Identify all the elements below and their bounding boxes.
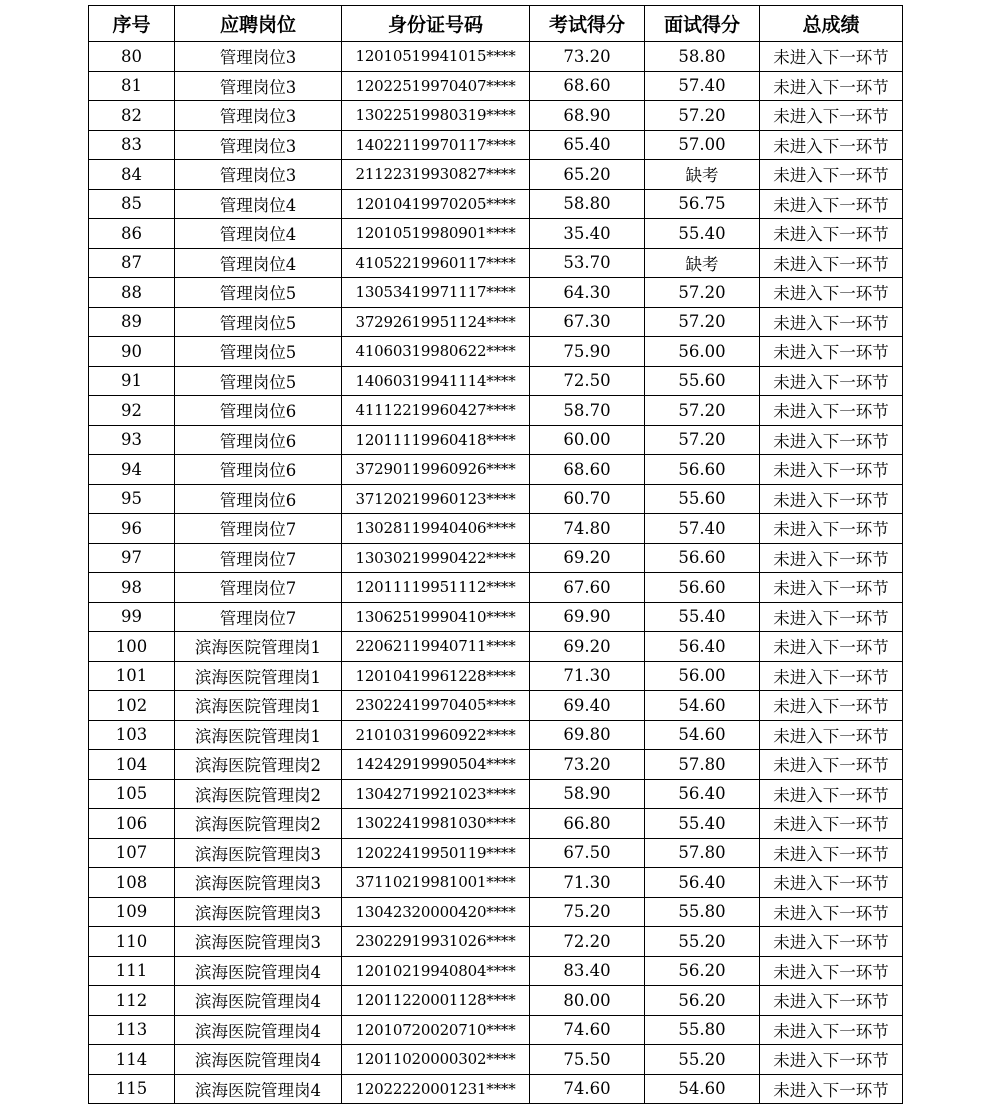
- interview-score-cell: 54.60: [645, 1074, 760, 1104]
- id-number-cell: 12011020000302****: [342, 1045, 530, 1075]
- id-number-cell: 12022419950119****: [342, 838, 530, 868]
- serial-cell: 82: [89, 101, 175, 131]
- id-number-cell: 13028119940406****: [342, 514, 530, 544]
- exam-score-cell: 58.70: [530, 396, 645, 426]
- total-result-cell: 未进入下一环节: [760, 720, 903, 750]
- position-cell: 管理岗位3: [175, 42, 342, 72]
- exam-score-cell: 58.90: [530, 779, 645, 809]
- id-number-cell: 12022519970407****: [342, 71, 530, 101]
- total-result-cell: 未进入下一环节: [760, 809, 903, 839]
- serial-cell: 94: [89, 455, 175, 485]
- exam-score-cell: 71.30: [530, 661, 645, 691]
- position-cell: 管理岗位5: [175, 278, 342, 308]
- table-row: [89, 779, 903, 809]
- id-number-cell: 41112219960427****: [342, 396, 530, 426]
- id-number-cell: 13022419981030****: [342, 809, 530, 839]
- table-row: [89, 986, 903, 1016]
- position-cell: 管理岗位6: [175, 455, 342, 485]
- id-number-cell: 12010519980901****: [342, 219, 530, 249]
- table-row: [89, 1045, 903, 1075]
- exam-score-cell: 64.30: [530, 278, 645, 308]
- interview-score-cell: 56.00: [645, 661, 760, 691]
- serial-cell: 101: [89, 661, 175, 691]
- serial-cell: 111: [89, 956, 175, 986]
- id-number-cell: 41060319980622****: [342, 337, 530, 367]
- interview-score-cell: 55.40: [645, 219, 760, 249]
- serial-cell: 110: [89, 927, 175, 957]
- total-result-cell: 未进入下一环节: [760, 71, 903, 101]
- table-row: [89, 160, 903, 190]
- table-row: [89, 1074, 903, 1104]
- exam-score-cell: 80.00: [530, 986, 645, 1016]
- exam-score-cell: 74.80: [530, 514, 645, 544]
- position-cell: 管理岗位5: [175, 337, 342, 367]
- interview-score-cell: 缺考: [645, 248, 760, 278]
- exam-score-cell: 53.70: [530, 248, 645, 278]
- id-number-cell: 12010519941015****: [342, 42, 530, 72]
- header-id-number: 身份证号码: [342, 6, 530, 42]
- position-cell: 滨海医院管理岗1: [175, 691, 342, 721]
- exam-score-cell: 66.80: [530, 809, 645, 839]
- id-number-cell: 23022919931026****: [342, 927, 530, 957]
- total-result-cell: 未进入下一环节: [760, 130, 903, 160]
- total-result-cell: 未进入下一环节: [760, 307, 903, 337]
- position-cell: 管理岗位4: [175, 189, 342, 219]
- serial-cell: 86: [89, 219, 175, 249]
- exam-score-cell: 74.60: [530, 1015, 645, 1045]
- position-cell: 滨海医院管理岗1: [175, 720, 342, 750]
- id-number-cell: 37290119960926****: [342, 455, 530, 485]
- id-number-cell: 12011220001128****: [342, 986, 530, 1016]
- position-cell: 滨海医院管理岗3: [175, 838, 342, 868]
- position-cell: 管理岗位3: [175, 160, 342, 190]
- position-cell: 管理岗位5: [175, 366, 342, 396]
- position-cell: 管理岗位3: [175, 101, 342, 131]
- position-cell: 滨海医院管理岗3: [175, 927, 342, 957]
- serial-cell: 105: [89, 779, 175, 809]
- position-cell: 滨海医院管理岗2: [175, 750, 342, 780]
- interview-score-cell: 55.80: [645, 1015, 760, 1045]
- total-result-cell: 未进入下一环节: [760, 514, 903, 544]
- table-row: [89, 838, 903, 868]
- position-cell: 管理岗位4: [175, 248, 342, 278]
- table-row: [89, 573, 903, 603]
- table-row: [89, 956, 903, 986]
- total-result-cell: 未进入下一环节: [760, 750, 903, 780]
- id-number-cell: 13042320000420****: [342, 897, 530, 927]
- id-number-cell: 12010720020710****: [342, 1015, 530, 1045]
- id-number-cell: 14022119970117****: [342, 130, 530, 160]
- results-table: [88, 5, 903, 1104]
- table-row: [89, 307, 903, 337]
- serial-cell: 93: [89, 425, 175, 455]
- id-number-cell: 13042719921023****: [342, 779, 530, 809]
- interview-score-cell: 56.20: [645, 956, 760, 986]
- table-row: [89, 661, 903, 691]
- serial-cell: 109: [89, 897, 175, 927]
- total-result-cell: 未进入下一环节: [760, 455, 903, 485]
- total-result-cell: 未进入下一环节: [760, 278, 903, 308]
- total-result-cell: 未进入下一环节: [760, 602, 903, 632]
- id-number-cell: 12022220001231****: [342, 1074, 530, 1104]
- total-result-cell: 未进入下一环节: [760, 632, 903, 662]
- serial-cell: 98: [89, 573, 175, 603]
- id-number-cell: 14060319941114****: [342, 366, 530, 396]
- serial-cell: 95: [89, 484, 175, 514]
- interview-score-cell: 55.60: [645, 366, 760, 396]
- position-cell: 管理岗位6: [175, 484, 342, 514]
- position-cell: 滨海医院管理岗2: [175, 779, 342, 809]
- exam-score-cell: 71.30: [530, 868, 645, 898]
- interview-score-cell: 57.40: [645, 71, 760, 101]
- total-result-cell: 未进入下一环节: [760, 189, 903, 219]
- header-position: 应聘岗位: [175, 6, 342, 42]
- exam-score-cell: 73.20: [530, 42, 645, 72]
- exam-score-cell: 74.60: [530, 1074, 645, 1104]
- interview-score-cell: 56.60: [645, 455, 760, 485]
- exam-score-cell: 72.20: [530, 927, 645, 957]
- interview-score-cell: 56.20: [645, 986, 760, 1016]
- serial-cell: 104: [89, 750, 175, 780]
- table-row: [89, 1015, 903, 1045]
- total-result-cell: 未进入下一环节: [760, 42, 903, 72]
- serial-cell: 114: [89, 1045, 175, 1075]
- interview-score-cell: 56.40: [645, 868, 760, 898]
- id-number-cell: 13030219990422****: [342, 543, 530, 573]
- total-result-cell: 未进入下一环节: [760, 1045, 903, 1075]
- serial-cell: 85: [89, 189, 175, 219]
- position-cell: 管理岗位7: [175, 514, 342, 544]
- total-result-cell: 未进入下一环节: [760, 661, 903, 691]
- serial-cell: 83: [89, 130, 175, 160]
- interview-score-cell: 56.60: [645, 573, 760, 603]
- interview-score-cell: 55.60: [645, 484, 760, 514]
- table-row: [89, 130, 903, 160]
- exam-score-cell: 69.80: [530, 720, 645, 750]
- table-body: [89, 42, 903, 1104]
- interview-score-cell: 57.20: [645, 396, 760, 426]
- exam-score-cell: 68.90: [530, 101, 645, 131]
- interview-score-cell: 56.60: [645, 543, 760, 573]
- table-row: [89, 514, 903, 544]
- interview-score-cell: 57.80: [645, 838, 760, 868]
- exam-score-cell: 83.40: [530, 956, 645, 986]
- position-cell: 管理岗位6: [175, 396, 342, 426]
- interview-score-cell: 缺考: [645, 160, 760, 190]
- header-serial: 序号: [89, 6, 175, 42]
- table-row: [89, 543, 903, 573]
- table-row: [89, 455, 903, 485]
- total-result-cell: 未进入下一环节: [760, 779, 903, 809]
- table-row: [89, 632, 903, 662]
- header-interview-score: 面试得分: [645, 6, 760, 42]
- total-result-cell: 未进入下一环节: [760, 838, 903, 868]
- total-result-cell: 未进入下一环节: [760, 366, 903, 396]
- serial-cell: 96: [89, 514, 175, 544]
- serial-cell: 92: [89, 396, 175, 426]
- interview-score-cell: 57.20: [645, 425, 760, 455]
- position-cell: 滨海医院管理岗1: [175, 661, 342, 691]
- id-number-cell: 12011119960418****: [342, 425, 530, 455]
- exam-score-cell: 65.20: [530, 160, 645, 190]
- id-number-cell: 14242919990504****: [342, 750, 530, 780]
- table-row: [89, 101, 903, 131]
- position-cell: 滨海医院管理岗2: [175, 809, 342, 839]
- table-row: [89, 602, 903, 632]
- exam-score-cell: 58.80: [530, 189, 645, 219]
- total-result-cell: 未进入下一环节: [760, 248, 903, 278]
- exam-score-cell: 67.60: [530, 573, 645, 603]
- table-row: [89, 750, 903, 780]
- position-cell: 管理岗位5: [175, 307, 342, 337]
- id-number-cell: 23022419970405****: [342, 691, 530, 721]
- interview-score-cell: 54.60: [645, 720, 760, 750]
- position-cell: 管理岗位7: [175, 602, 342, 632]
- id-number-cell: 37120219960123****: [342, 484, 530, 514]
- table-row: [89, 248, 903, 278]
- exam-score-cell: 72.50: [530, 366, 645, 396]
- table-row: [89, 720, 903, 750]
- id-number-cell: 22062119940711****: [342, 632, 530, 662]
- position-cell: 滨海医院管理岗3: [175, 868, 342, 898]
- position-cell: 滨海医院管理岗4: [175, 1045, 342, 1075]
- serial-cell: 81: [89, 71, 175, 101]
- serial-cell: 108: [89, 868, 175, 898]
- total-result-cell: 未进入下一环节: [760, 219, 903, 249]
- serial-cell: 99: [89, 602, 175, 632]
- exam-score-cell: 69.90: [530, 602, 645, 632]
- table-row: [89, 897, 903, 927]
- serial-cell: 90: [89, 337, 175, 367]
- interview-score-cell: 58.80: [645, 42, 760, 72]
- table-row: [89, 337, 903, 367]
- table-row: [89, 396, 903, 426]
- exam-score-cell: 35.40: [530, 219, 645, 249]
- total-result-cell: 未进入下一环节: [760, 691, 903, 721]
- id-number-cell: 12010419961228****: [342, 661, 530, 691]
- exam-score-cell: 75.90: [530, 337, 645, 367]
- exam-score-cell: 75.20: [530, 897, 645, 927]
- table-row: [89, 809, 903, 839]
- interview-score-cell: 57.40: [645, 514, 760, 544]
- position-cell: 滨海医院管理岗4: [175, 1074, 342, 1104]
- id-number-cell: 41052219960117****: [342, 248, 530, 278]
- interview-score-cell: 56.75: [645, 189, 760, 219]
- interview-score-cell: 54.60: [645, 691, 760, 721]
- table-row: [89, 42, 903, 72]
- position-cell: 滨海医院管理岗4: [175, 956, 342, 986]
- exam-score-cell: 60.70: [530, 484, 645, 514]
- total-result-cell: 未进入下一环节: [760, 1074, 903, 1104]
- id-number-cell: 13062519990410****: [342, 602, 530, 632]
- serial-cell: 113: [89, 1015, 175, 1045]
- id-number-cell: 37292619951124****: [342, 307, 530, 337]
- id-number-cell: 12010219940804****: [342, 956, 530, 986]
- exam-score-cell: 68.60: [530, 455, 645, 485]
- serial-cell: 84: [89, 160, 175, 190]
- table-row: [89, 278, 903, 308]
- total-result-cell: 未进入下一环节: [760, 425, 903, 455]
- interview-score-cell: 55.20: [645, 1045, 760, 1075]
- serial-cell: 80: [89, 42, 175, 72]
- interview-score-cell: 56.40: [645, 632, 760, 662]
- total-result-cell: 未进入下一环节: [760, 573, 903, 603]
- serial-cell: 88: [89, 278, 175, 308]
- table-row: [89, 484, 903, 514]
- table-row: [89, 691, 903, 721]
- id-number-cell: 12011119951112****: [342, 573, 530, 603]
- exam-score-cell: 60.00: [530, 425, 645, 455]
- position-cell: 管理岗位7: [175, 543, 342, 573]
- interview-score-cell: 55.80: [645, 897, 760, 927]
- exam-score-cell: 69.20: [530, 543, 645, 573]
- table-row: [89, 189, 903, 219]
- interview-score-cell: 56.00: [645, 337, 760, 367]
- serial-cell: 107: [89, 838, 175, 868]
- table-row: [89, 927, 903, 957]
- interview-score-cell: 57.20: [645, 307, 760, 337]
- interview-score-cell: 55.40: [645, 602, 760, 632]
- serial-cell: 100: [89, 632, 175, 662]
- table-row: [89, 366, 903, 396]
- total-result-cell: 未进入下一环节: [760, 337, 903, 367]
- id-number-cell: 13022519980319****: [342, 101, 530, 131]
- serial-cell: 103: [89, 720, 175, 750]
- position-cell: 管理岗位3: [175, 71, 342, 101]
- table-row: [89, 219, 903, 249]
- total-result-cell: 未进入下一环节: [760, 543, 903, 573]
- exam-score-cell: 69.20: [530, 632, 645, 662]
- table-row: [89, 425, 903, 455]
- interview-score-cell: 57.00: [645, 130, 760, 160]
- serial-cell: 115: [89, 1074, 175, 1104]
- serial-cell: 89: [89, 307, 175, 337]
- id-number-cell: 12010419970205****: [342, 189, 530, 219]
- total-result-cell: 未进入下一环节: [760, 484, 903, 514]
- exam-score-cell: 67.50: [530, 838, 645, 868]
- position-cell: 管理岗位7: [175, 573, 342, 603]
- table-row: [89, 868, 903, 898]
- total-result-cell: 未进入下一环节: [760, 1015, 903, 1045]
- total-result-cell: 未进入下一环节: [760, 986, 903, 1016]
- serial-cell: 87: [89, 248, 175, 278]
- exam-score-cell: 69.40: [530, 691, 645, 721]
- exam-score-cell: 68.60: [530, 71, 645, 101]
- total-result-cell: 未进入下一环节: [760, 897, 903, 927]
- position-cell: 管理岗位4: [175, 219, 342, 249]
- interview-score-cell: 55.40: [645, 809, 760, 839]
- position-cell: 滨海医院管理岗4: [175, 1015, 342, 1045]
- position-cell: 滨海医院管理岗3: [175, 897, 342, 927]
- position-cell: 管理岗位6: [175, 425, 342, 455]
- serial-cell: 106: [89, 809, 175, 839]
- interview-score-cell: 55.20: [645, 927, 760, 957]
- total-result-cell: 未进入下一环节: [760, 868, 903, 898]
- total-result-cell: 未进入下一环节: [760, 396, 903, 426]
- total-result-cell: 未进入下一环节: [760, 956, 903, 986]
- header-row: [89, 6, 903, 42]
- position-cell: 管理岗位3: [175, 130, 342, 160]
- serial-cell: 91: [89, 366, 175, 396]
- id-number-cell: 37110219981001****: [342, 868, 530, 898]
- header-total-result: 总成绩: [760, 6, 903, 42]
- position-cell: 滨海医院管理岗4: [175, 986, 342, 1016]
- interview-score-cell: 57.20: [645, 101, 760, 131]
- exam-score-cell: 65.40: [530, 130, 645, 160]
- id-number-cell: 21010319960922****: [342, 720, 530, 750]
- header-exam-score: 考试得分: [530, 6, 645, 42]
- id-number-cell: 21122319930827****: [342, 160, 530, 190]
- serial-cell: 97: [89, 543, 175, 573]
- total-result-cell: 未进入下一环节: [760, 160, 903, 190]
- total-result-cell: 未进入下一环节: [760, 927, 903, 957]
- exam-score-cell: 67.30: [530, 307, 645, 337]
- exam-score-cell: 75.50: [530, 1045, 645, 1075]
- interview-score-cell: 56.40: [645, 779, 760, 809]
- serial-cell: 102: [89, 691, 175, 721]
- total-result-cell: 未进入下一环节: [760, 101, 903, 131]
- interview-score-cell: 57.20: [645, 278, 760, 308]
- table-row: [89, 71, 903, 101]
- serial-cell: 112: [89, 986, 175, 1016]
- exam-score-cell: 73.20: [530, 750, 645, 780]
- position-cell: 滨海医院管理岗1: [175, 632, 342, 662]
- interview-score-cell: 57.80: [645, 750, 760, 780]
- id-number-cell: 13053419971117****: [342, 278, 530, 308]
